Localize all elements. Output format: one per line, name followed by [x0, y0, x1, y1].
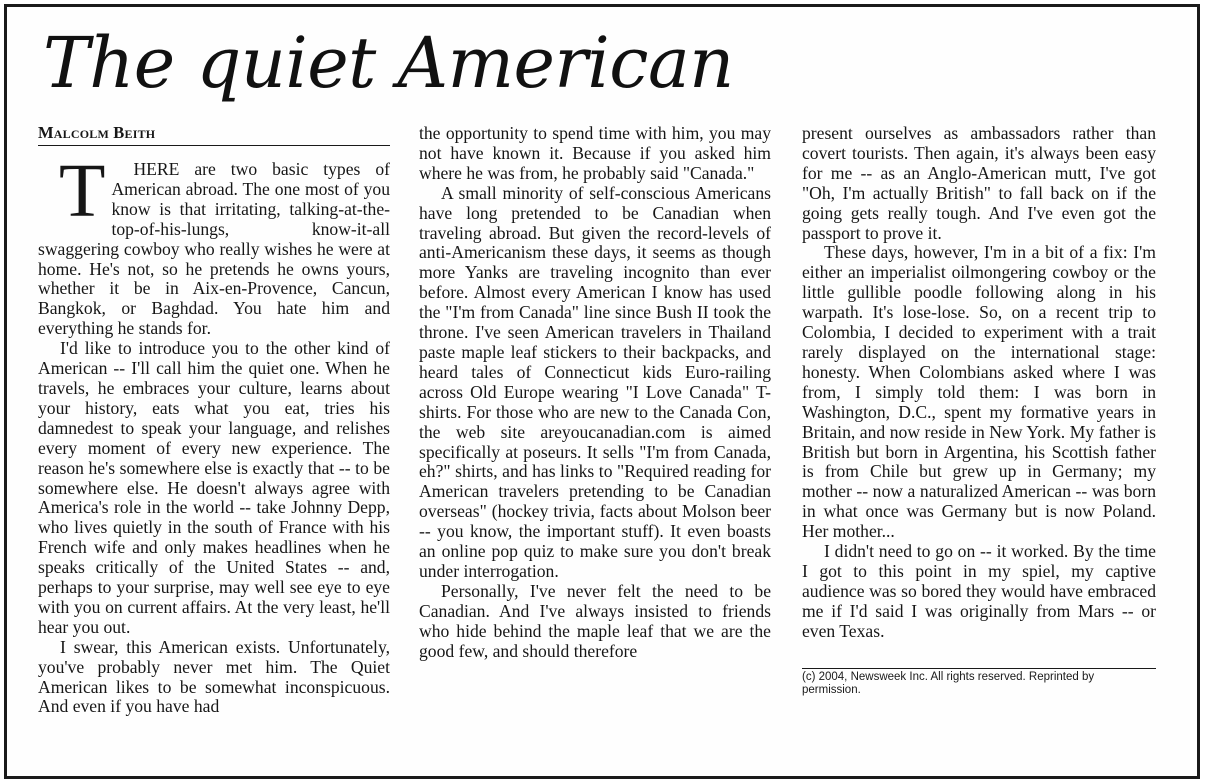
paragraph-7: I didn't need to go on -- it worked. By the time I got to this point in my spiel, my captive audience was so bored they would have embraced me if I'd said I was originally from Mars -- or even Texas. [802, 541, 1156, 641]
lead-text: HERE are two basic types of American abroad. The one most of you know is that irritating, talking-at-the-top-of-his-lungs, know-it-all swaggering cowboy who really wishes he were at home. He's not, so he pretends he owns yours, whether it be in Aix-en-Provence, Cancun, Bangkok, or Baghdad. You hate him and everything he stands for. [38, 159, 390, 339]
paragraph-3-start: I swear, this American exists. Unfortunately, you've probably never met him. The Quiet American likes to be somewhat inconspicuous. And even if you have had [38, 636, 390, 717]
column-3 [802, 124, 1156, 697]
byline: Malcolm Beith [38, 124, 390, 146]
paragraph-6: These days, however, I'm in a bit of a fix: I'm either an imperialist oilmongering cowboy or the little gullible poodle following along in his warpath. It's lose-lose. So, on a recent trip to Colombia, I decided to experiment with a trait rarely displayed on the international stage: honesty. When Colombians asked where I was from, I simply told them: I was born in Washington, D.C., spent my formative years in Britain, and now reside in New York. My father is British but born in Argentina, his Scottish father is from Chile but grew up in Germany; my mother -- now a naturalized American -- was born in what once was Germany but is now Poland. Her mother... [802, 242, 1156, 542]
drop-cap: T [59, 149, 106, 233]
paragraph-5-start: Personally, I've never felt the need to be Canadian. And I've always insisted to friends who hide behind the maple leaf that we are the good few, and should therefore [419, 580, 771, 661]
column-2 [419, 124, 771, 661]
paragraph-5-continued: present ourselves as ambassadors rather than covert tourists. Then again, it's always been easy for me -- as an Anglo-American mutt, I've got "Oh, I'm actually British" to fall back on if the going gets really tough. And I've even got the passport to prove it. [802, 123, 1156, 243]
article-frame [4, 4, 1200, 779]
column-1 [38, 124, 390, 717]
copyright-notice: (c) 2004, Newsweek Inc. All rights reserved. Reprinted by permission. [802, 668, 1156, 697]
lead-paragraph [38, 149, 390, 339]
paragraph-4: A small minority of self-conscious Americans have long pretended to be Canadian when traveling abroad. But given the record-levels of anti-Americanism these days, it seems as though more Yanks are traveling incognito than ever before. Almost every American I know has used the "I'm from Canada" line since Bush II took the throne. I've seen American travelers in Thailand paste maple leaf stickers to their backpacks, and heard tales of Connecticut kids Euro-railing across Old Europe wearing "I Love Canada" T-shirts. For those who are new to the Canada Con, the web site areyoucanadian.com is aimed specifically at poseurs. It sells "I'm from Canada, eh?" shirts, and has links to "Required reading for American travelers pretending to be Canadian overseas" (hockey trivia, facts about Molson beer -- you know, the important stuff). It even boasts an online pop quiz to make sure you don't break under interrogation. [419, 182, 771, 581]
article-title: The quiet American [43, 22, 734, 104]
paragraph-3-continued: the opportunity to spend time with him, you may not have known it. Because if you asked him where he was from, he probably said "Canada." [419, 123, 771, 183]
paragraph-2: I'd like to introduce you to the other kind of American -- I'll call him the quiet one. When he travels, he embraces your culture, learns about your history, eats what you eat, tries his damnedest to speak your language, and relishes every moment of every new experience. The reason he's somewhere else is exactly that -- to be somewhere else. He doesn't always agree with America's role in the world -- take Johnny Depp, who lives quietly in the south of France with his French wife and only makes headlines when he speaks critically of the United States -- and, perhaps to your surprise, may well see eye to eye with you on current affairs. At the very least, he'll hear you out. [38, 338, 390, 637]
